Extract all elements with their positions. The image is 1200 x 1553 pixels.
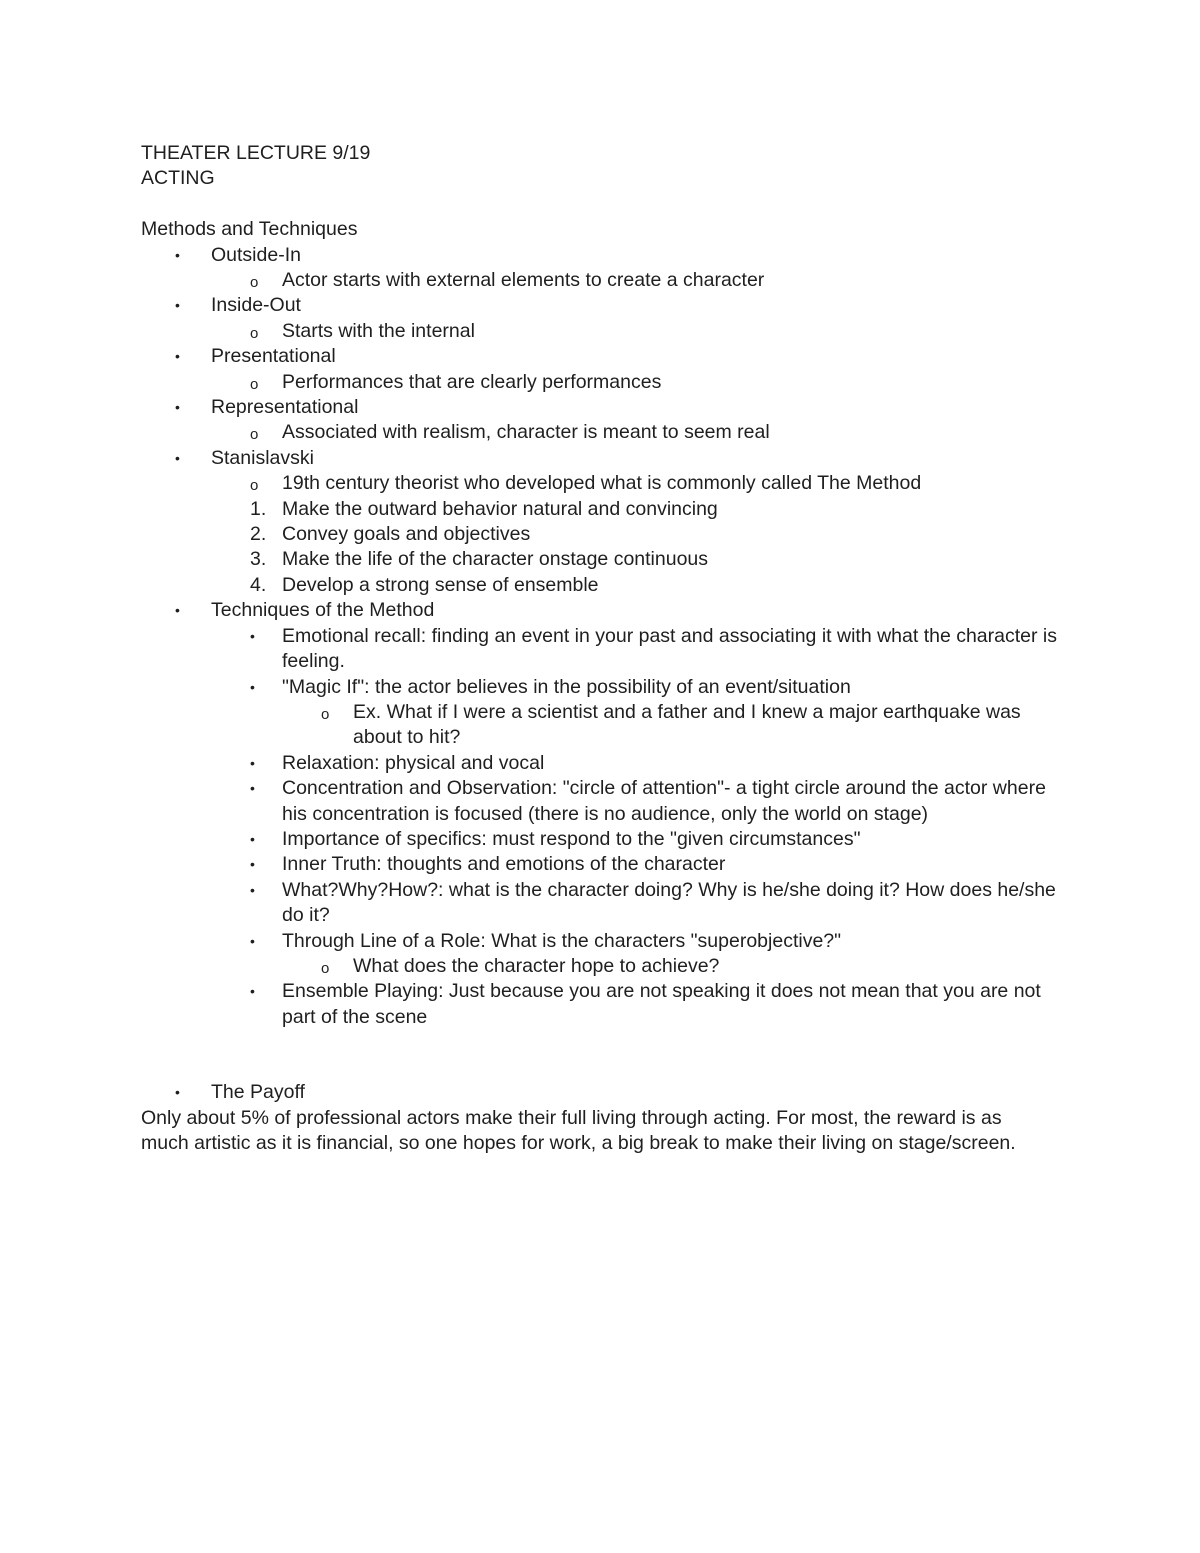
bullet-icon: •	[250, 780, 255, 797]
sub-item-stanislavski	[141, 471, 1061, 496]
number-label: 3.	[250, 548, 267, 571]
circle-bullet-icon: o	[250, 274, 259, 292]
bullet-icon: •	[175, 449, 180, 466]
list-item-inside-out	[141, 293, 1061, 318]
technique-concentration	[141, 776, 1061, 827]
sub-item-label: Associated with realism, character is meant to seem real	[282, 421, 770, 444]
numbered-item	[141, 497, 1061, 522]
technique-emotional-recall	[141, 624, 1061, 675]
circle-bullet-icon: o	[250, 375, 259, 393]
technique-sub-text: Ex. What if I were a scientist and a father and I knew a major earthquake was about to hit?	[353, 700, 1021, 749]
bullet-icon: •	[250, 881, 255, 898]
technique-sub-text: What does the character hope to achieve?	[353, 954, 720, 977]
spacer	[141, 1030, 1061, 1080]
numbered-item-text: Convey goals and objectives	[282, 523, 531, 546]
bullet-icon: •	[175, 1084, 180, 1101]
bullet-icon: •	[250, 856, 255, 873]
technique-magic-if-example	[141, 700, 1061, 751]
technique-text: Emotional recall: finding an event in your past and associating it with what the character is feeling.	[282, 624, 1058, 673]
bullet-icon: •	[175, 348, 180, 365]
list-item-label: Techniques of the Method	[211, 599, 435, 622]
number-label: 2.	[250, 523, 267, 546]
technique-relaxation	[141, 751, 1061, 776]
numbered-item-text: Develop a strong sense of ensemble	[282, 573, 599, 596]
numbered-item-text: Make the life of the character onstage continuous	[282, 548, 709, 571]
technique-specifics	[141, 827, 1061, 852]
section-heading: Methods and Techniques	[141, 218, 358, 241]
technique-text: Importance of specifics: must respond to the "given circumstances"	[282, 827, 861, 850]
list-item-label: Stanislavski	[211, 446, 314, 469]
sub-item-label: Starts with the internal	[282, 319, 475, 342]
bullet-icon: •	[250, 754, 255, 771]
numbered-item-text: Make the outward behavior natural and convincing	[282, 497, 718, 520]
circle-bullet-icon: o	[321, 705, 330, 723]
list-item-label: The Payoff	[211, 1081, 305, 1104]
list-item-stanislavski	[141, 446, 1061, 471]
bullet-icon: •	[175, 246, 180, 263]
list-item-label: Presentational	[211, 345, 336, 368]
numbered-item	[141, 573, 1061, 598]
list-item-label: Outside-In	[211, 243, 301, 266]
sub-item-label: Actor starts with external elements to create a character	[282, 269, 765, 292]
document-content	[141, 141, 1061, 1156]
number-label: 1.	[250, 497, 267, 520]
payoff-paragraph: Only about 5% of professional actors make their full living through acting. For most, the reward is as much artistic as it is financial, so one hopes for work, a big break to make their living on stage/screen.	[141, 1106, 1016, 1155]
bullet-icon: •	[175, 602, 180, 619]
bullet-icon: •	[250, 678, 255, 695]
bullet-icon: •	[250, 830, 255, 847]
technique-text: What?Why?How?: what is the character doing? Why is he/she doing it? How does he/she do it?	[282, 878, 1056, 927]
technique-text: Relaxation: physical and vocal	[282, 751, 545, 774]
sub-item-inside-out	[141, 319, 1061, 344]
technique-magic-if	[141, 675, 1061, 700]
sub-item-representational	[141, 420, 1061, 445]
technique-text: Ensemble Playing: Just because you are not speaking it does not mean that you are not part of the scene	[282, 980, 1041, 1028]
spacer	[141, 192, 1061, 217]
list-item-label: Representational	[211, 396, 359, 419]
circle-bullet-icon: o	[321, 959, 330, 977]
number-label: 4.	[250, 573, 267, 596]
circle-bullet-icon: o	[250, 324, 259, 342]
bullet-icon: •	[175, 297, 180, 314]
sub-item-outside-in	[141, 268, 1061, 293]
technique-inner-truth	[141, 852, 1061, 877]
technique-text: Through Line of a Role: What is the characters "superobjective?"	[282, 929, 842, 952]
sub-item-label: 19th century theorist who developed what is commonly called The Method	[282, 472, 922, 495]
list-item-representational	[141, 395, 1061, 420]
numbered-item	[141, 522, 1061, 547]
bullet-icon: •	[175, 399, 180, 416]
numbered-item	[141, 547, 1061, 572]
technique-text: Inner Truth: thoughts and emotions of the character	[282, 853, 726, 876]
technique-ensemble	[141, 979, 1061, 1030]
circle-bullet-icon: o	[250, 477, 259, 495]
sub-item-label: Performances that are clearly performances	[282, 370, 662, 393]
document-subtitle: ACTING	[141, 167, 215, 190]
technique-through-line	[141, 929, 1061, 954]
bullet-icon: •	[250, 932, 255, 949]
sub-item-presentational	[141, 370, 1061, 395]
circle-bullet-icon: o	[250, 426, 259, 444]
bullet-icon: •	[250, 983, 255, 1000]
technique-through-line-sub	[141, 954, 1061, 979]
technique-text: Concentration and Observation: "circle of attention"- a tight circle around the actor where his concentration is focused (there is no audience, only the world on stage)	[282, 777, 1046, 825]
document-title: THEATER LECTURE 9/19	[141, 142, 371, 164]
list-item-outside-in	[141, 243, 1061, 268]
list-item-techniques	[141, 598, 1061, 623]
list-item-presentational	[141, 344, 1061, 369]
list-item-payoff	[141, 1080, 1061, 1105]
bullet-icon: •	[250, 627, 255, 644]
technique-what-why-how	[141, 878, 1061, 929]
technique-text: "Magic If": the actor believes in the possibility of an event/situation	[282, 675, 851, 698]
list-item-label: Inside-Out	[211, 294, 301, 317]
